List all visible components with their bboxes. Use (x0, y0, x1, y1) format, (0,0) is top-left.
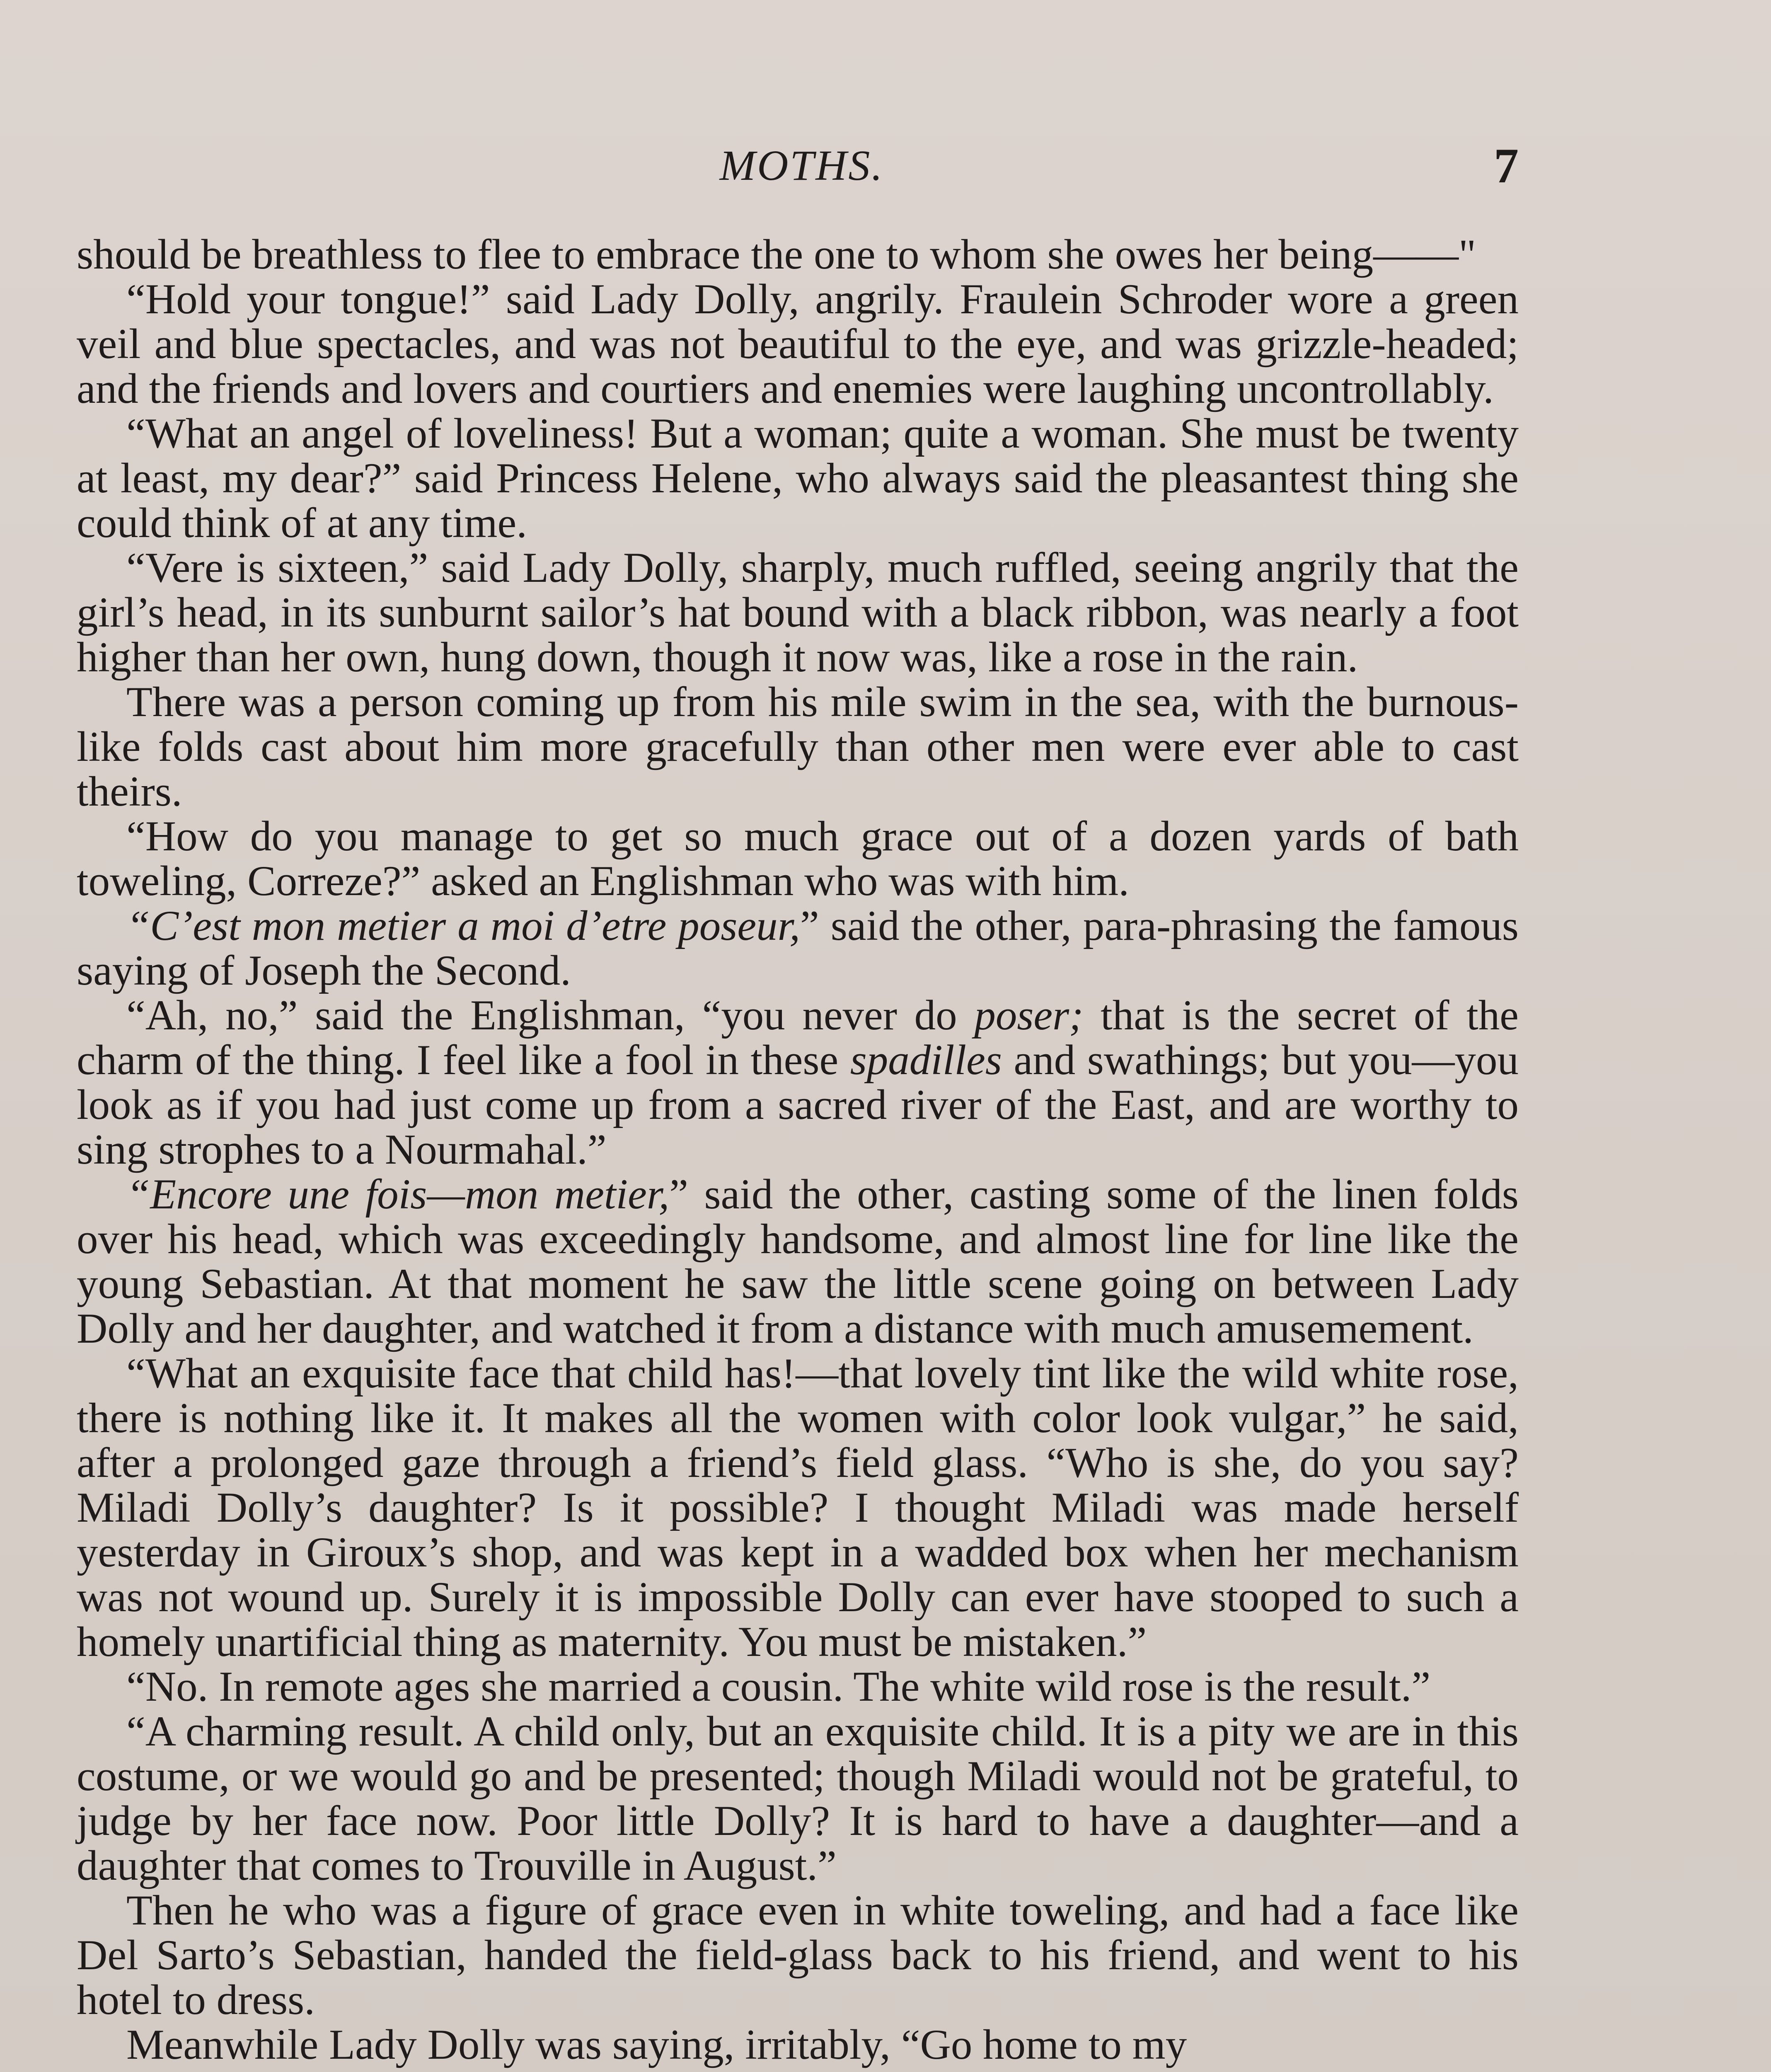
paragraph-text: and swathings; but you—you look as if you had just come up from a sacred river of the East, and are worthy to sing strophes to a Nourmahal.” (77, 1036, 1519, 1173)
paragraph: “Vere is sixteen,” said Lady Dolly, sharply, much ruffled, seeing angrily that the girl’s head, in its sunburnt sailor’s hat bound with a black ribbon, was nearly a foot higher than her own, hung down, though it now was, like a rose in the rain. (77, 544, 1519, 681)
italic-word: poser; (974, 992, 1084, 1039)
paragraph (77, 903, 1519, 993)
paragraph: “No. In remote ages she married a cousin. The white wild rose is the result.” (126, 1663, 1431, 1710)
paragraph-text: that is the secret of the charm of the thing. I feel like a fool in these (77, 992, 1519, 1084)
paragraph: should be breathless to flee to embrace the one to whom she owes her being——" (77, 231, 1476, 278)
paragraph: “What an exquisite face that child has!—that lovely tint like the wild white rose, there is nothing like it. It makes all the women with color look vulgar,” he said, after a prolonged gaze through a friend’s field glass. “Who is she, do you say? Miladi Dolly’s daughter? Is it possible? I thought Miladi was made herself yesterday in Giroux’s shop, and was kept in a wadded box when her mechanism was not wound up. Surely it is impossible Dolly can ever have stooped to such a homely unartificial thing as maternity. You must be mistaken.” (77, 1350, 1519, 1665)
paragraph: Meanwhile Lady Dolly was saying, irritably, “Go home to my (126, 2021, 1187, 2068)
italic-phrase: “C’est mon metier a moi d’etre poseur, (126, 902, 801, 949)
page-header (77, 137, 1527, 195)
body-text (77, 232, 1519, 2067)
paragraph: There was a person coming up from his mile swim in the sea, with the burnous-like folds cast about him more gracefully than other men were ever able to cast theirs. (77, 678, 1519, 815)
paragraph: Then he who was a figure of grace even in white toweling, and had a face like Del Sarto’s Sebastian, handed the field-glass back to his friend, and went to his hotel to dress. (77, 1887, 1519, 2024)
italic-phrase: “Encore une fois—mon metier, (126, 1171, 670, 1218)
paragraph-text: ” said the other, para-phrasing the famous saying of Joseph the Second. (77, 902, 1519, 994)
paragraph: “Hold your tongue!” said Lady Dolly, angrily. Fraulein Schroder wore a green veil and blue spectacles, and was not beautiful to the eye, and was grizzle-headed; and the friends and lovers and courtiers and enemies were laughing uncontrollably. (77, 276, 1519, 412)
italic-word: spadilles (850, 1036, 1002, 1084)
paragraph (77, 993, 1519, 1172)
paragraph: “A charming result. A child only, but an exquisite child. It is a pity we are in this costume, or we would go and be presented; though Miladi would not be grateful, to judge by her face now. Poor little Dolly? It is hard to have a daughter—and a daughter that comes to Trouville in August.” (77, 1708, 1519, 1889)
paragraph (77, 1172, 1519, 1351)
paragraph: “What an angel of loveliness! But a woman; quite a woman. She must be twenty at least, my dear?” said Princess Helene, who always said the pleasantest thing she could think of at any time. (77, 410, 1519, 547)
running-title: MOTHS. (719, 142, 884, 189)
paragraph-text: “Ah, no,” said the Englishman, “you never do (126, 992, 975, 1039)
paragraph-text: ” said the other, casting some of the linen folds over his head, which was exceedingly handsome, and almost line for line like the young Sebastian. At that moment he saw the little scene going on between Lady Dolly and her daughter, and watched it from a distance with much amusemement. (77, 1171, 1519, 1352)
paragraph: “How do you manage to get so much grace out of a dozen yards of bath toweling, Correze?” asked an Englishman who was with him. (77, 813, 1519, 905)
page-number: 7 (1494, 138, 1519, 193)
